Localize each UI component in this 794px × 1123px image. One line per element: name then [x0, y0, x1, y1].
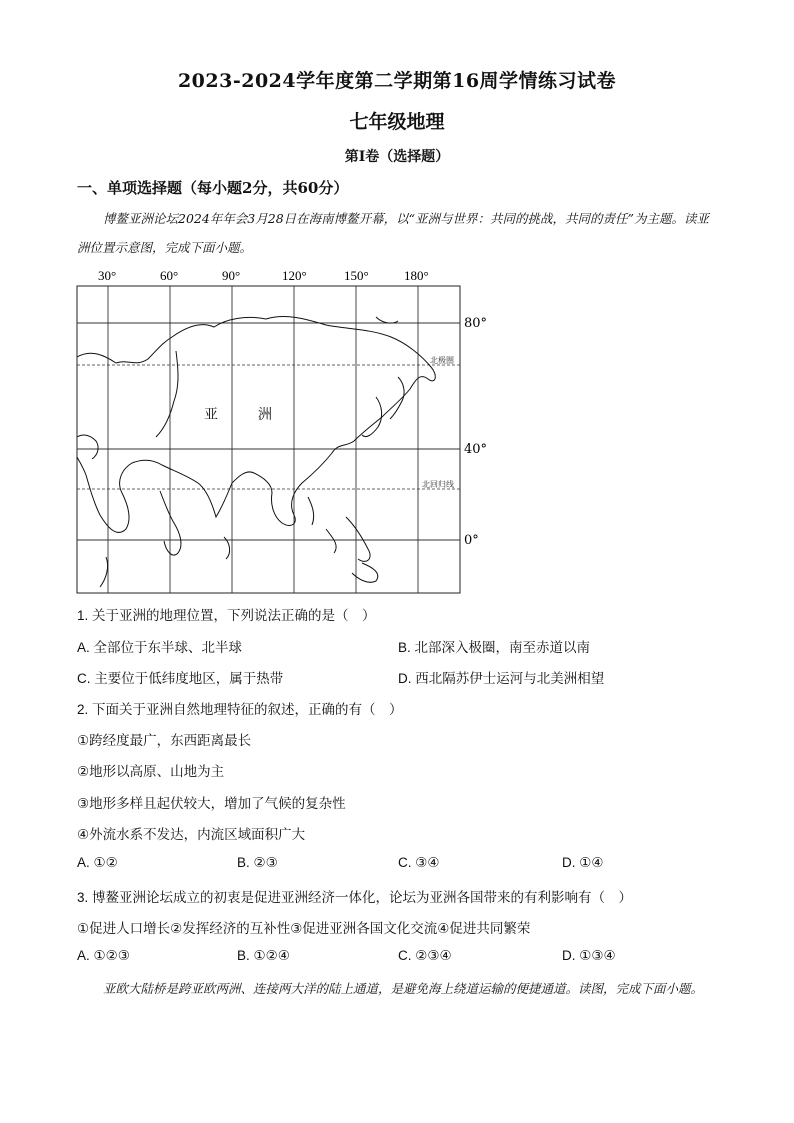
question-3-statement: ①促进人口增长②发挥经济的互补性③促进亚洲各国文化交流④促进共同繁荣 [77, 921, 531, 936]
asia-location-map [76, 267, 496, 601]
intro-paragraph-1: 博鳌亚洲论坛2024年年会3月28日在海南博鳌开幕，以“亚洲与世界：共同的挑战，共同的责任”为主题。读亚洲位置示意图，完成下面小题。 [77, 211, 709, 255]
lat-label: 80° [464, 316, 488, 331]
exam-part: 第I卷（选择题） [344, 149, 450, 165]
question-2-statement: ①跨经度最广，东西距离最长 [77, 733, 252, 748]
map-svg [76, 267, 496, 597]
question-1-option-c[interactable]: C. 主要位于低纬度地区，属于热带 [77, 671, 284, 686]
lon-label: 180° [404, 268, 429, 283]
question-1-stem: 1. 关于亚洲的地理位置，下列说法正确的是（ ） [77, 608, 376, 623]
coastline [77, 317, 435, 587]
lon-label: 120° [282, 268, 307, 283]
continent-label: 亚 [204, 407, 218, 423]
question-2-option-a[interactable]: A. ①② [77, 855, 118, 870]
lon-label: 30° [98, 268, 117, 283]
question-2-statement: ④外流水系不发达，内流区域面积广大 [77, 827, 306, 842]
lon-label: 60° [160, 268, 179, 283]
graticule [77, 286, 460, 593]
question-3-stem: 3. 博鳌亚洲论坛成立的初衷是促进亚洲经济一体化，论坛为亚洲各国带来的有利影响有（ ） [77, 890, 633, 905]
question-2-statement: ②地形以高原、山地为主 [77, 764, 225, 779]
question-3-option-a[interactable]: A. ①②③ [77, 948, 130, 963]
intro-paragraph-2: 亚欧大陆桥是跨亚欧两洲、连接两大洋的陆上通道，是避免海上绕道运输的便捷通道。读图，完成下面小题。 [103, 981, 704, 996]
question-3-option-b[interactable]: B. ①②④ [237, 948, 290, 963]
lon-label: 90° [222, 268, 241, 283]
exam-title: 2023-2024学年度第二学期第16周学情练习试卷 [177, 70, 617, 92]
question-1-option-b[interactable]: B. 北部深入极圈，南至赤道以南 [398, 640, 591, 655]
lon-label: 150° [344, 268, 369, 283]
question-2-option-b[interactable]: B. ②③ [237, 855, 278, 870]
map-frame [77, 286, 460, 593]
question-2-option-c[interactable]: C. ③④ [398, 855, 440, 870]
lat-label: 0° [464, 533, 479, 548]
question-1-option-a[interactable]: A. 全部位于东半球、北半球 [77, 640, 243, 655]
question-2-option-d[interactable]: D. ①④ [562, 855, 604, 870]
arctic-circle-label: 北极圈 [430, 356, 454, 365]
section-heading: 一、单项选择题（每小题2分，共60分） [77, 179, 349, 197]
continent-label: 洲 [258, 407, 272, 423]
tropic-label: 北回归线 [422, 480, 454, 489]
question-3-option-c[interactable]: C. ②③④ [398, 948, 452, 963]
exam-subtitle: 七年级地理 [349, 111, 445, 133]
lat-label: 40° [464, 442, 488, 457]
question-1-option-d[interactable]: D. 西北隔苏伊士运河与北美洲相望 [398, 671, 605, 686]
question-3-option-d[interactable]: D. ①③④ [562, 948, 616, 963]
question-2-statement: ③地形多样且起伏较大，增加了气候的复杂性 [77, 796, 346, 811]
question-2-stem: 2. 下面关于亚洲自然地理特征的叙述，正确的有（ ） [77, 702, 403, 717]
